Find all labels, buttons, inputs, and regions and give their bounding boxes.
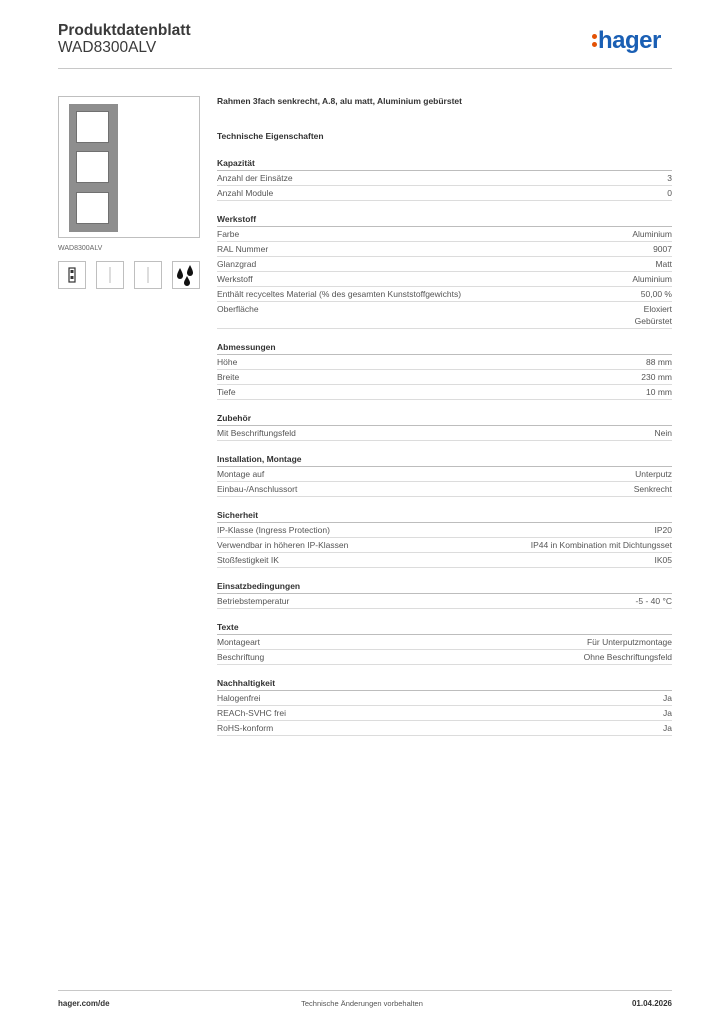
- footer-website-link[interactable]: hager.com/de: [58, 999, 110, 1008]
- main-content: [217, 96, 672, 749]
- spec-value: [635, 468, 672, 480]
- spec-label: Stoßfestigkeit IK: [217, 555, 279, 565]
- spec-row: [217, 257, 672, 272]
- spec-row: [217, 594, 672, 609]
- frame-image: [69, 104, 118, 232]
- spec-value: [587, 636, 672, 648]
- spec-value: [663, 692, 672, 704]
- spec-value: [634, 483, 672, 495]
- spec-value: [646, 356, 672, 368]
- spec-value: [655, 258, 672, 270]
- frame-slot: [76, 151, 109, 183]
- product-number: WAD8300ALV: [58, 39, 157, 56]
- footer-date: 01.04.2026: [631, 999, 672, 1008]
- spec-value: [641, 288, 672, 300]
- spec-value-line: IK05: [654, 555, 672, 565]
- spec-label: Oberfläche: [217, 304, 259, 314]
- spec-value-line: Unterputz: [635, 469, 672, 479]
- spec-row: [217, 426, 672, 441]
- spec-value: [655, 554, 673, 566]
- spec-label: Beschriftung: [217, 652, 265, 662]
- section-title: Einsatzbedingungen: [217, 581, 672, 594]
- spec-value: [653, 243, 672, 255]
- spec-row: [217, 385, 672, 400]
- header-divider: [58, 68, 672, 69]
- spec-label: Mit Beschriftungsfeld: [217, 428, 296, 438]
- spec-value-line: Gebürstet: [634, 316, 672, 326]
- spec-row: [217, 287, 672, 302]
- spec-row: [217, 691, 672, 706]
- section-title: Installation, Montage: [217, 454, 672, 467]
- spec-section: [217, 413, 672, 441]
- spec-label: Breite: [217, 372, 240, 382]
- footer-divider: [58, 990, 672, 991]
- spec-row: [217, 721, 672, 736]
- spec-row: [217, 171, 672, 186]
- spec-value: [632, 228, 672, 240]
- spec-label: Höhe: [217, 357, 238, 367]
- spec-value-line: IP44 in Kombination mit Dichtungsset: [530, 540, 672, 550]
- spec-section: [217, 158, 672, 201]
- product-code-label: WAD8300ALV: [58, 245, 103, 252]
- spec-value-line: Ja: [663, 693, 672, 703]
- spec-value: [667, 172, 672, 184]
- section-title: Nachhaltigkeit: [217, 678, 672, 691]
- spec-value: [632, 273, 672, 285]
- spec-row: [217, 186, 672, 201]
- section-title: Zubehör: [217, 413, 672, 426]
- spec-value-line: Ohne Beschriftungsfeld: [583, 652, 672, 662]
- spec-section: [217, 678, 672, 736]
- spec-row: [217, 227, 672, 242]
- tech-heading: Technische Eigenschaften: [217, 131, 324, 141]
- spec-value: [635, 303, 672, 327]
- spec-section: [217, 454, 672, 497]
- spec-value-line: Matt: [655, 259, 672, 269]
- spec-label: Enthält recyceltes Material (% des gesamten Kunststoffgewichts): [217, 289, 462, 299]
- spec-value: [641, 371, 672, 383]
- spec-value-line: Aluminium: [632, 274, 672, 284]
- spec-row: [217, 553, 672, 568]
- spec-value-line: 3: [667, 173, 672, 183]
- spec-row: [217, 650, 672, 665]
- logo-dots-icon: [592, 27, 598, 51]
- spec-label: Tiefe: [217, 387, 236, 397]
- spec-value: [636, 595, 672, 607]
- product-description: Rahmen 3fach senkrecht, A.8, alu matt, Aluminium gebürstet: [217, 96, 462, 106]
- spec-label: Farbe: [217, 229, 240, 239]
- spec-row: [217, 272, 672, 287]
- spec-value-line: 230 mm: [641, 372, 672, 382]
- spec-value-line: Für Unterputzmontage: [586, 637, 672, 647]
- spec-value-line: 88 mm: [646, 357, 672, 367]
- spec-value: [663, 722, 672, 734]
- section-title: Abmessungen: [217, 342, 672, 355]
- spec-sections: [217, 158, 672, 736]
- spec-value-line: 50,00 %: [640, 289, 672, 299]
- spec-value-line: -5 - 40 °C: [635, 596, 672, 606]
- spec-label: REACh-SVHC frei: [217, 708, 286, 718]
- spec-value-line: 9007: [653, 244, 672, 254]
- spec-value-line: Nein: [654, 428, 672, 438]
- vertical-line-icon: [96, 261, 124, 289]
- spec-row: [217, 523, 672, 538]
- spec-row: [217, 706, 672, 721]
- spec-label: Werkstoff: [217, 274, 253, 284]
- spec-section: [217, 214, 672, 329]
- spec-label: IP-Klasse (Ingress Protection): [217, 525, 330, 535]
- spec-row: [217, 635, 672, 650]
- spec-value: [655, 427, 672, 439]
- logo-text: hager: [598, 27, 661, 54]
- spec-row: [217, 355, 672, 370]
- spec-row: [217, 538, 672, 553]
- spec-value: [667, 187, 672, 199]
- spec-value-line: Aluminium: [632, 229, 672, 239]
- spec-section: [217, 342, 672, 400]
- spec-value-line: 10 mm: [646, 387, 672, 397]
- spec-label: Glanzgrad: [217, 259, 257, 269]
- spec-label: Betriebstemperatur: [217, 596, 290, 606]
- spec-label: Anzahl der Einsätze: [217, 173, 293, 183]
- spec-row: [217, 302, 672, 329]
- spec-label: Verwendbar in höheren IP-Klassen: [217, 540, 349, 550]
- spec-value: [646, 386, 672, 398]
- spec-label: RoHS-konform: [217, 723, 274, 733]
- water-drops-icon: [172, 261, 200, 289]
- spec-value-line: Senkrecht: [633, 484, 672, 494]
- frame-slot: [76, 192, 109, 224]
- frame-slot: [76, 111, 109, 143]
- footer-disclaimer: Technische Änderungen vorbehalten: [301, 999, 423, 1008]
- spec-label: Einbau-/Anschlussort: [217, 484, 298, 494]
- spec-row: [217, 370, 672, 385]
- spec-value-line: Ja: [663, 708, 672, 718]
- spec-row: [217, 467, 672, 482]
- section-title: Texte: [217, 622, 672, 635]
- spec-value: [663, 707, 672, 719]
- spec-value-line: IP20: [654, 525, 672, 535]
- spec-section: [217, 622, 672, 665]
- spec-value: [531, 539, 672, 551]
- spec-label: RAL Nummer: [217, 244, 269, 254]
- switch-module-icon: [58, 261, 86, 289]
- product-image: [58, 96, 200, 238]
- vertical-line-icon: [134, 261, 162, 289]
- page-title: Produktdatenblatt: [58, 22, 191, 39]
- hager-logo[interactable]: [592, 27, 661, 55]
- spec-value: [584, 651, 672, 663]
- section-title: Werkstoff: [217, 214, 672, 227]
- spec-section: [217, 581, 672, 609]
- spec-label: Anzahl Module: [217, 188, 274, 198]
- section-title: Kapazität: [217, 158, 672, 171]
- spec-value: [655, 524, 673, 536]
- spec-value-line: 0: [667, 188, 672, 198]
- spec-label: Halogenfrei: [217, 693, 261, 703]
- spec-row: [217, 242, 672, 257]
- spec-label: Montage auf: [217, 469, 265, 479]
- spec-label: Montageart: [217, 637, 260, 647]
- section-title: Sicherheit: [217, 510, 672, 523]
- spec-row: [217, 482, 672, 497]
- spec-section: [217, 510, 672, 568]
- spec-value-line: Ja: [663, 723, 672, 733]
- spec-value-line: Eloxiert: [643, 304, 672, 314]
